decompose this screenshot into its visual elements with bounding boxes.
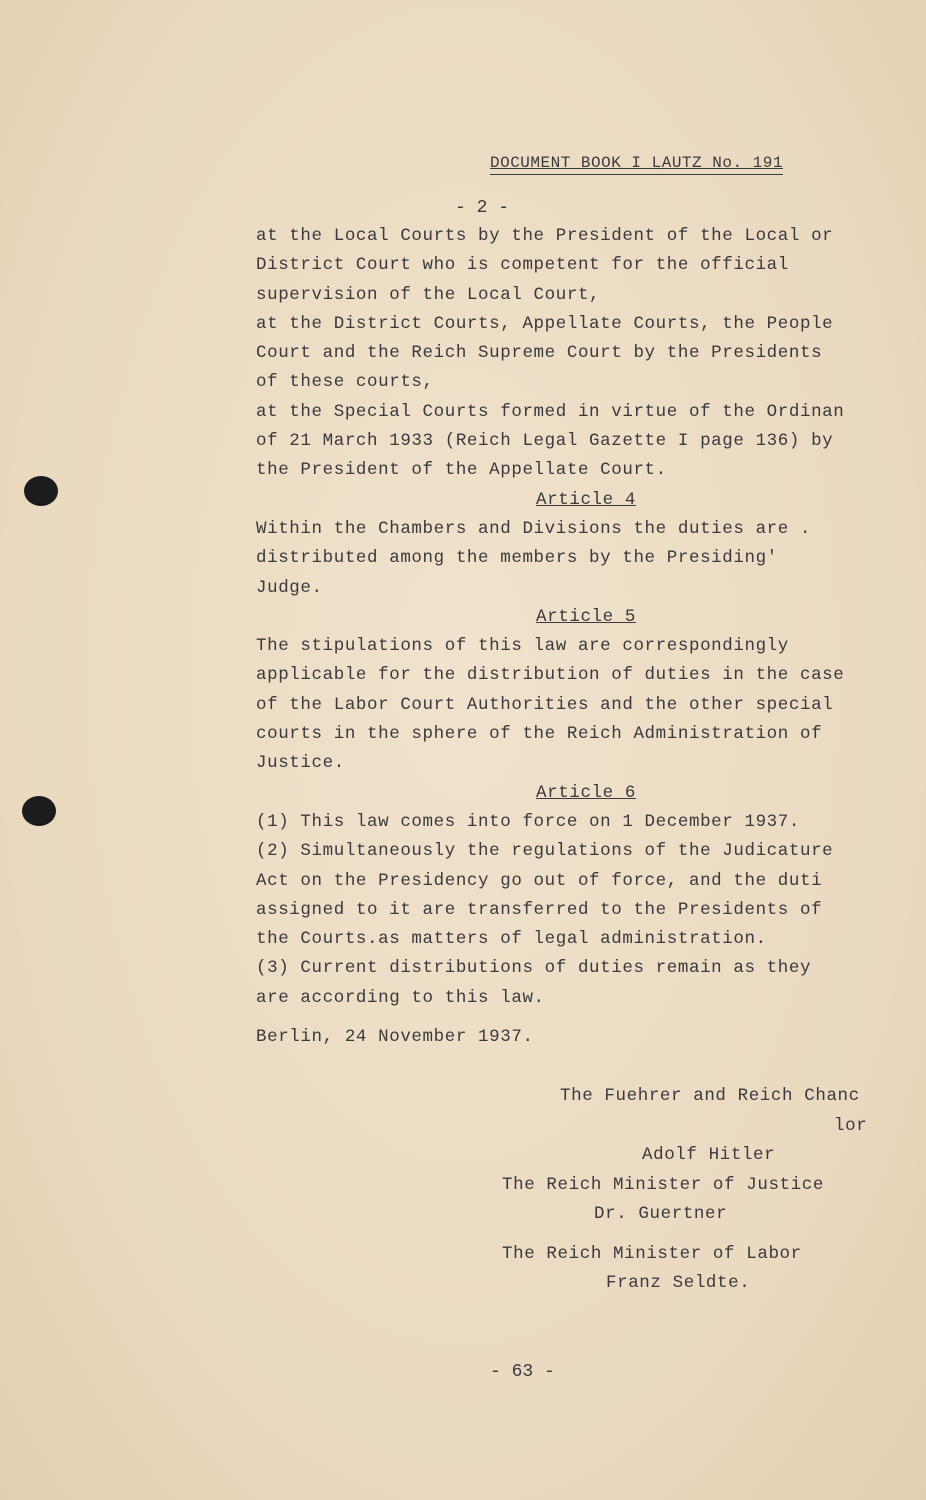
article-4-line: Within the Chambers and Divisions the duties are . — [256, 518, 812, 539]
signatory-title-2: The Reich Minister of Justice — [502, 1174, 824, 1195]
article-4-heading: Article 4 — [536, 489, 636, 510]
article-6-line: Act on the Presidency go out of force, and the duti — [256, 870, 823, 891]
signatory-title-1-cont: lor — [834, 1115, 868, 1136]
body-line: of these courts, — [256, 372, 434, 393]
signatory-name-3: Franz Seldte. — [606, 1273, 751, 1293]
article-6-line: (2) Simultaneously the regulations of the Judicature — [256, 841, 834, 862]
body-line: at the Special Courts formed in virtue of the Ordinan — [256, 401, 845, 422]
document-body — [256, 222, 896, 1052]
article-5-heading: Article 5 — [536, 606, 636, 627]
signature-block — [256, 1082, 896, 1299]
article-6-line: are according to this law. — [256, 987, 545, 1008]
article-6-line: assigned to it are transferred to the Presidents of — [256, 899, 823, 920]
body-line: District Court who is competent for the official — [256, 255, 789, 276]
article-6-line: (3) Current distributions of duties remain as they — [256, 958, 812, 979]
article-4-line: distributed among the members by the Presiding' — [256, 548, 778, 569]
article-5-line: The stipulations of this law are correspondingly — [256, 636, 789, 657]
signatory-title-1: The Fuehrer and Reich Chanc — [560, 1086, 860, 1106]
body-line: of 21 March 1933 (Reich Legal Gazette I page 136) by — [256, 431, 834, 452]
page-marker: - 2 - — [455, 198, 510, 218]
article-6-line: (1) This law comes into force on 1 December 1937. — [256, 811, 800, 832]
article-5-line: courts in the sphere of the Reich Administration of — [256, 724, 823, 745]
body-line: Court and the Reich Supreme Court by the Presidents — [256, 343, 823, 364]
punch-hole-bottom — [22, 796, 56, 826]
signatory-name-2: Dr. Guertner — [594, 1204, 728, 1224]
punch-hole-top — [24, 476, 58, 506]
article-5-line: of the Labor Court Authorities and the other special — [256, 694, 834, 715]
article-6-line: the Courts.as matters of legal administration. — [256, 929, 767, 950]
article-5-line: Justice. — [256, 753, 345, 774]
body-line: supervision of the Local Court, — [256, 284, 601, 305]
page-footer-number: - 63 - — [490, 1362, 555, 1382]
article-5-line: applicable for the distribution of duties in the case — [256, 665, 845, 686]
signatory-name-1: Adolf Hitler — [642, 1145, 776, 1165]
document-header: DOCUMENT BOOK I LAUTZ No. 191 — [490, 154, 783, 175]
article-6-heading: Article 6 — [536, 782, 636, 803]
signatory-title-3: The Reich Minister of Labor — [502, 1243, 802, 1264]
body-line: at the District Courts, Appellate Courts, the People — [256, 313, 834, 334]
body-line: at the Local Courts by the President of the Local or — [256, 226, 834, 246]
place-date: Berlin, 24 November 1937. — [256, 1027, 534, 1048]
body-line: the President of the Appellate Court. — [256, 460, 667, 481]
article-4-line: Judge. — [256, 577, 323, 598]
